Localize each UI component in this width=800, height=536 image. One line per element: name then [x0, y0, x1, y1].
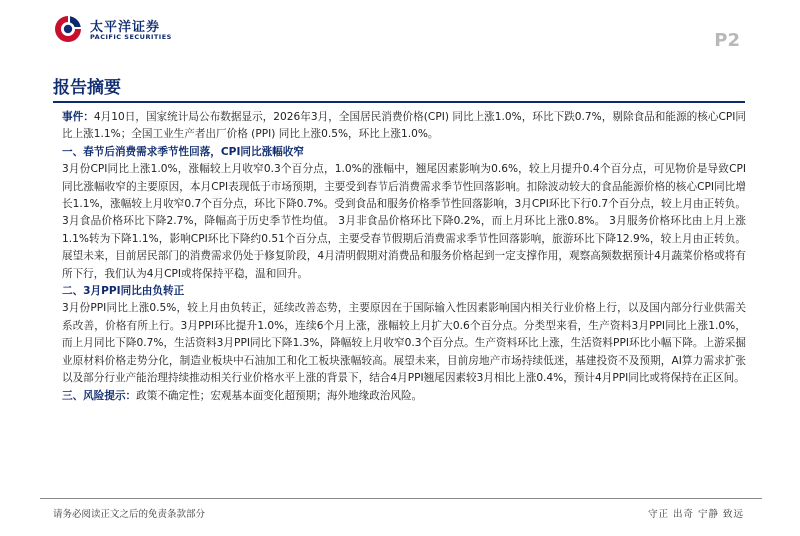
report-summary-body [62, 109, 746, 405]
event-text: 4月10日，国家统计局公布数据显示，2026年3月，全国居民消费价格(CPI) 同比上涨1.0%，环比下跌0.7%，剔除食品和能源的核心CPI同比上涨1.1%；全国工业生产者出厂价格 (PPI) 同比上涨0.5%，环比上涨1.0%。 [62, 111, 746, 141]
section1-heading: 一、春节后消费需求季节性回落，CPI同比涨幅收窄 [62, 145, 304, 158]
event-label: 事件： [62, 111, 94, 123]
title-bar [53, 73, 745, 99]
section3-paragraph [62, 388, 746, 405]
footer-motto: 守正 出奇 宁静 致远 [647, 509, 744, 520]
title-divider [53, 101, 745, 103]
page-header [0, 0, 800, 66]
section3-text: 政策不确定性；宏观基本面变化超预期；海外地缘政治风险。 [136, 389, 423, 402]
logo-chinese-name: 太平洋证券 [90, 20, 161, 35]
section3-heading: 三、风险提示： [62, 389, 137, 402]
section1-text: 3月份CPI同比上涨1.0%，涨幅较上月收窄0.3个百分点，1.0%的涨幅中，翘尾因素影响为0.6%，较上月提升0.4个百分点，可见物价是导致CPI同比涨幅收窄的主要原因，本月CPI表现低于市场预期，主要受到春节后消费需求季节性回落影响。扣除波动较大的食品能源价格的核心CPI同比增长1.1%，涨幅较上月收窄0.7个百分点，环比下降0.7%。受到食品和服务价格季节性回落影响，3月CPI环比下行0.7个百分点，较上月由正转负。 3月食品价格环比下降2.7%，降幅高于历史季节性均值。 3月非食品价格环比下降0.2%，而上月环比上涨0.8%。 3月服务价格环比由上月上涨1.1%转为下降1.1%，影响CPI环比下降约0.51个百分点，主要受春节假期后消费需求季节性回落影响，旅游环比下降12.9%，较上月由正转负。展望未来，目前居民部门的消费需求仍处于修复阶段，4月清明假期对消费品和服务价格起到一定支撑作用，观察高频数据预计4月蔬菜价格或将有所下行，我们认为4月CPI或将保持平稳，温和回升。 [62, 163, 746, 280]
footer-disclaimer: 请务必阅读正文之后的免责条款部分 [53, 509, 206, 520]
event-paragraph [62, 109, 746, 144]
page-title: 报告摘要 [53, 78, 121, 98]
page-number: P2 [714, 30, 740, 51]
section2-heading: 二、3月PPI同比由负转正 [62, 285, 185, 298]
pacific-securities-logo-icon [53, 14, 83, 44]
logo-english-name: PACIFIC SECURITIES [90, 33, 172, 41]
section2-text: 3月份PPI同比上涨0.5%，较上月由负转正，延续改善态势，主要原因在于国际输入性因素影响国内相关行业价格上行，以及国内部分行业供需关系改善，价格有所上行。3月PPI环比提升1.0%，连续6个月上涨，涨幅较上月扩大0.6个百分点。分类型来看，生产资料3月PPI同比上涨1.0%，而上月同比下降0.7%，生活资料3月PPI同比下降1.3%，降幅较上月收窄0.3个百分点。生产资料环比上涨，生活资料PPI环比小幅下降。上游采掘业原材料价格走势分化，制造业板块中石油加工和化工板块涨幅较高。展望未来，目前房地产市场持续低迷，基建投资不及预期，AI算力需求扩张以及部分行业产能治理持续推动相关行业价格水平上涨的背景下，结合4月PPI翘尾因素较3月相比上涨0.4%，预计4月PPI同比或将保持在正区间。 [62, 302, 746, 385]
footer-divider [40, 498, 762, 499]
